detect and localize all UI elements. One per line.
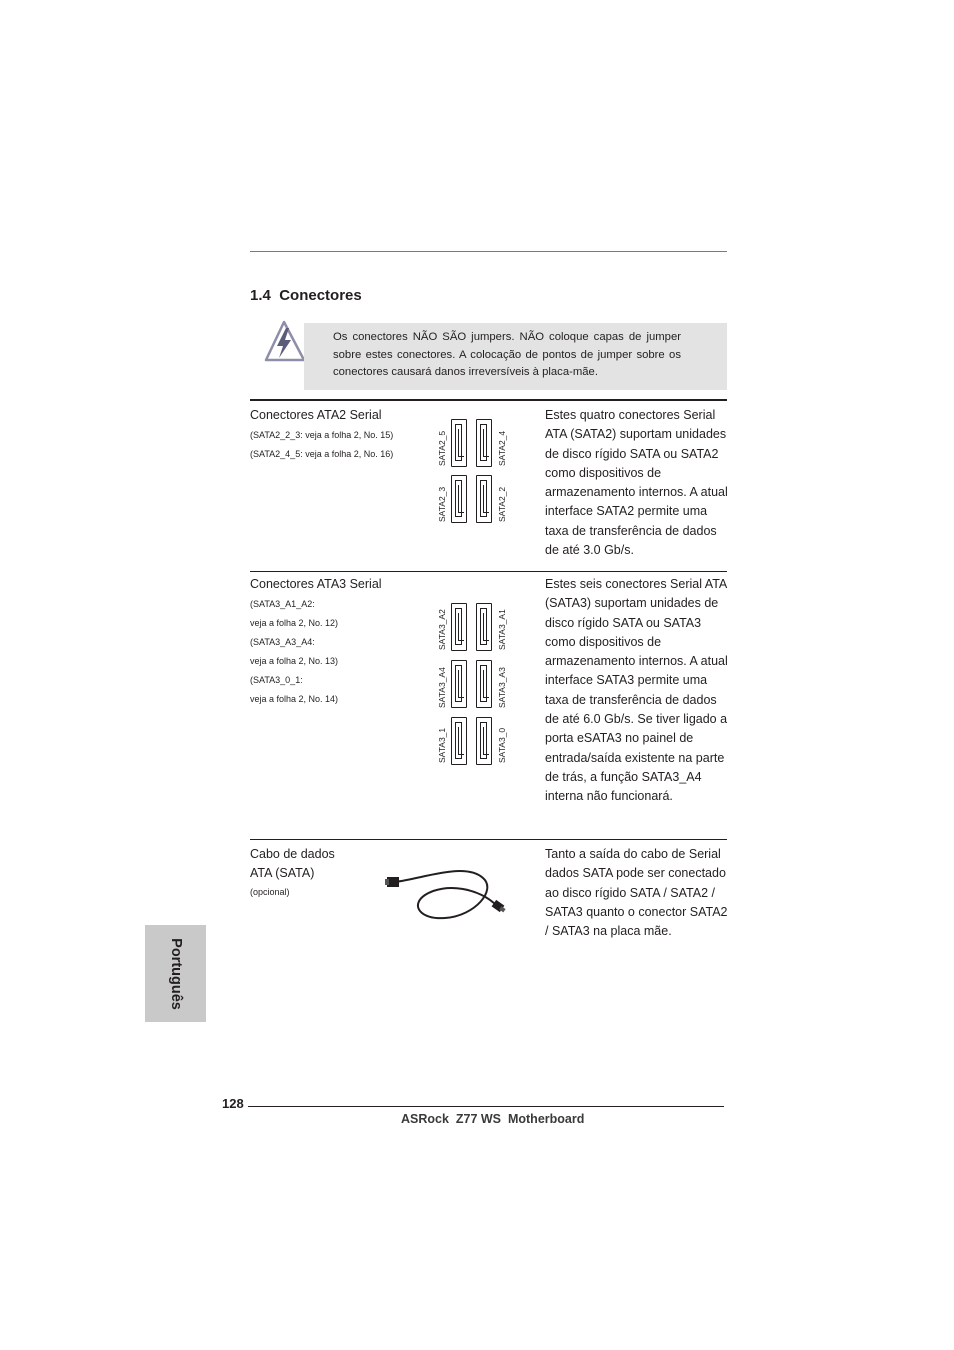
sata-port-icon <box>476 419 492 467</box>
row-divider <box>250 839 727 840</box>
footer-rule <box>248 1106 724 1107</box>
sata-port-icon <box>451 660 467 708</box>
sata2-description: Estes quatro conectores Serial ATA (SATA2) suportam unidades de disco rígido SATA ou SATA2 como dispositivos de armazenamento internos. A atual interface SATA2 permite uma taxa de transferência de dados de até 3.0 Gb/s. <box>545 408 728 558</box>
top-rule <box>250 251 727 252</box>
port-label: SATA2_5 <box>437 430 447 466</box>
sata3-ref-3: (SATA3_A3_A4: <box>250 637 315 647</box>
sata3-ref-1: (SATA3_A1_A2: <box>250 599 315 609</box>
port-label: SATA2_3 <box>437 486 447 522</box>
table-top-rule <box>250 399 727 401</box>
sata-port-icon <box>451 603 467 651</box>
cable-optional-label: (opcional) <box>250 887 290 897</box>
sata3-ref-2: veja a folha 2, No. 12) <box>250 618 339 628</box>
sata2-ref-2: (SATA2_4_5: veja a folha 2, No. 16) <box>250 449 394 459</box>
warning-lightning-icon <box>262 320 306 362</box>
port-label: SATA3_A1 <box>497 609 507 650</box>
footer-product: ASRock Z77 WS Motherboard <box>401 1112 585 1126</box>
port-label: SATA2_4 <box>497 430 507 466</box>
sata-port-icon <box>476 717 492 765</box>
language-label: Português <box>167 937 184 1010</box>
sata3-port-diagram <box>430 600 510 770</box>
cable-title-line-1: Cabo de dados <box>250 847 335 861</box>
language-tab <box>145 925 206 1022</box>
port-label: SATA2_2 <box>497 486 507 522</box>
port-label: SATA3_1 <box>437 727 447 763</box>
sata-port-icon <box>476 475 492 523</box>
sata2-title: Conectores ATA2 Serial <box>250 408 382 422</box>
sata-port-icon <box>451 717 467 765</box>
port-label: SATA3_0 <box>497 727 507 763</box>
sata3-title: Conectores ATA3 Serial <box>250 577 382 591</box>
sata-port-icon <box>451 475 467 523</box>
port-label: SATA3_A3 <box>497 667 507 708</box>
cable-description: Tanto a saída do cabo de Serial dados SATA pode ser conectado ao disco rígido SATA / SATA2 / SATA3 quanto o conector SATA2 / SATA3 na placa mãe. <box>545 847 728 939</box>
section-title: 1.4 Conectores <box>250 287 362 304</box>
sata-port-icon <box>451 419 467 467</box>
sata-cable-icon <box>385 860 515 928</box>
port-label: SATA3_A2 <box>437 609 447 650</box>
sata-port-icon <box>476 660 492 708</box>
warning-note <box>304 323 727 390</box>
sata3-ref-6: veja a folha 2, No. 14) <box>250 694 339 704</box>
sata3-ref-4: veja a folha 2, No. 13) <box>250 656 339 666</box>
sata3-ref-5: (SATA3_0_1: <box>250 675 303 685</box>
sata-port-icon <box>476 603 492 651</box>
warning-note-text: Os conectores NÃO SÃO jumpers. NÃO coloque capas de jumper sobre estes conectores. A colocação de pontos de jumper sobre os conectores causará danos irreversíveis à placa-mãe. <box>333 331 681 378</box>
cable-title-line-2: ATA (SATA) <box>250 866 315 880</box>
page-number: 128 <box>222 1096 244 1111</box>
sata2-port-diagram <box>430 414 510 529</box>
row-divider <box>250 571 727 572</box>
port-label: SATA3_A4 <box>437 667 447 708</box>
sata2-ref-1: (SATA2_2_3: veja a folha 2, No. 15) <box>250 430 394 440</box>
sata3-description: Estes seis conectores Serial ATA (SATA3) suportam unidades de disco rígido SATA ou SATA3 como dispositivos de armazenamento internos. A atual interface SATA3 permite uma taxa de transferência de dados de até 6.0 Gb/s. Se tiver ligado a porta eSATA3 no painel de entrada/saída existente na parte de trás, a função SATA3_A4 interna não funcionará. <box>545 577 728 804</box>
